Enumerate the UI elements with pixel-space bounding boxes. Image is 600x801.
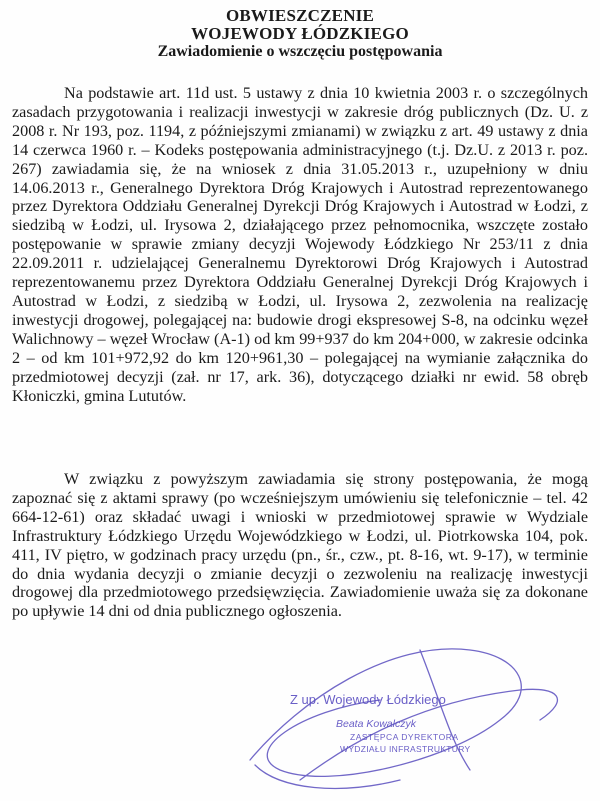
stamp-name: Beata Kowalczyk — [336, 718, 416, 730]
notice-subtitle: Zawiadomienie o wszczęciu postępowania — [157, 43, 443, 60]
stamp-department: WYDZIAŁU INFRASTRUKTURY — [340, 744, 471, 754]
issuer-title: WOJEWODY ŁÓDZKIEGO — [191, 24, 409, 43]
notice-title: OBWIESZCZENIE — [225, 6, 375, 25]
paragraph-notification: W związku z powyższym zawiadamia się strony postępowania, że mogą zapoznać się z aktami sprawy (po wcześniejszym umówieniu się telefonicznie – tel. 42 664-12-61) oraz składać uwagi i wnioski w przedmiotowej sprawie w Wydziale Infrastruktury Łódzkiego Urzędu Wojewódzkiego w Łodzi, ul. Piotrkowska 104, pok. 411, IV piętro, w godzinach pracy urzędu (pn., śr., czw., pt. 8-16, wt. 9-17), w terminie do dnia wydania decyzji o zmianie decyzji o zezwoleniu na realizację inwestycji drogowej dla przedmiotowego przedsięwzięcia. Zawiadomienie uważa się za dokonane po upływie 14 dni od dnia publicznego ogłoszenia. — [12, 470, 588, 621]
paragraph-legal-basis: Na podstawie art. 11d ust. 5 ustawy z dnia 10 kwietnia 2003 r. o szczególnych zasadach przygotowania i realizacji inwestycji w zakresie dróg publicznych (Dz. U. z 2008 r. Nr 193, poz. 1194, z późniejszymi zmianami) w związku z art. 49 ustawy z dnia 14 czerwca 1960 r. – Kodeks postępowania administracyjnego (t.j. Dz.U. z 2013 r. poz. 267) zawiadamia się, że na wniosek z dnia 31.05.2013 r., uzupełniony w dniu 14.06.2013 r., Generalnego Dyrektora Dróg Krajowych i Autostrad reprezentowanego przez Dyrektora Oddziału Generalnej Dyrekcji Dróg Krajowych i Autostrad w Łodzi, z siedzibą w Łodzi, ul. Irysowa 2, działającego przez pełnomocnika, wszczęte zostało postępowanie w sprawie zmiany decyzji Wojewody Łódzkiego Nr 253/11 z dnia 22.09.2011 r. udzielającej Generalnemu Dyrektorowi Dróg Krajowych i Autostrad reprezentowanemu przez Dyrektora Oddziału Generalnej Dyrekcji Dróg Krajowych i Autostrad w Łodzi, z siedzibą w Łodzi, ul. Irysowa 2, zezwolenia na realizację inwestycji drogowej, polegającej na: budowie drogi ekspresowej S-8, na odcinku węzeł Walichnowy – węzeł Wrocław (A-1) od km 99+937 do km 204+000, w zakresie odcinka 2 – od km 101+972,92 do km 120+961,30 – polegającej na wymianie załącznika do przedmiotowej decyzji (zał. nr 17, ark. 36), dotyczącego działki nr ewid. 58 obręb Kłoniczki, gmina Lututów. — [12, 84, 588, 405]
stamp-authorization: Z up. Wojewody Łódzkiego — [290, 692, 446, 707]
stamp-role: ZASTĘPCA DYREKTORA — [350, 732, 459, 742]
